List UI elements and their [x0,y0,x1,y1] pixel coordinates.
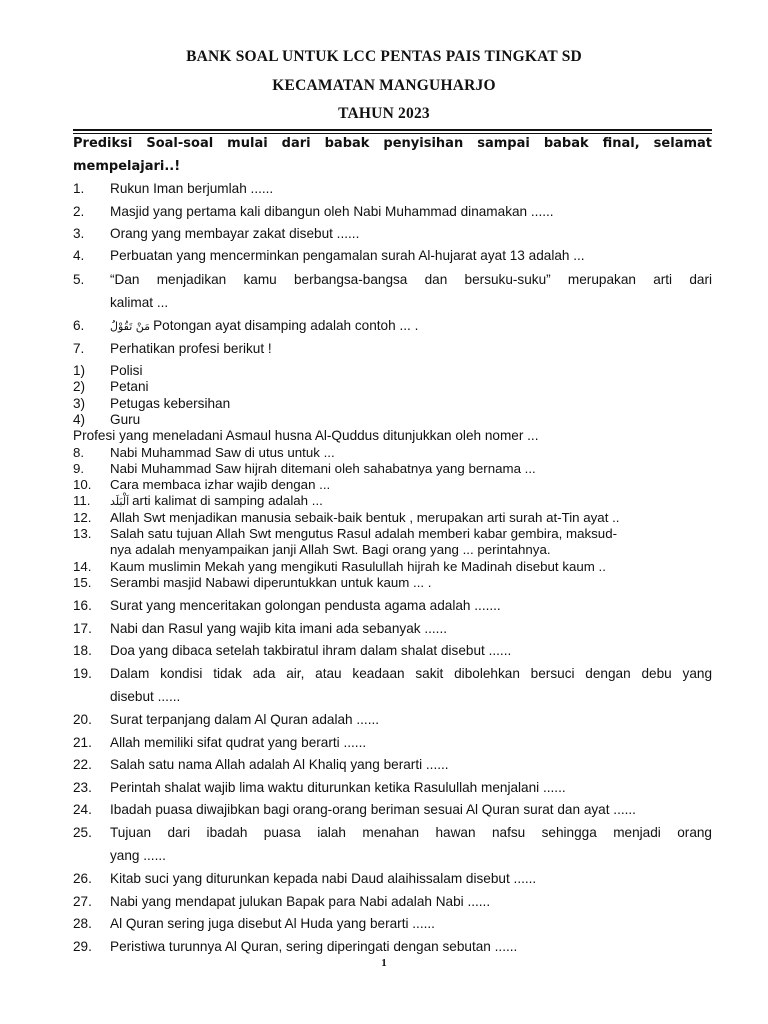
intro-line-1: Prediksi Soal-soal mulai dari babak penyisihan sampai babak final, selamat [73,136,712,151]
doc-subtitle-district: KECAMATAN MANGUHARJO [272,77,496,94]
question-text: Surat yang menceritakan golongan pendusta agama adalah ....... [110,598,501,613]
question-text: Salah satu tujuan Allah Swt mengutus Rasul adalah memberi kabar gembira, maksud- [110,526,618,541]
question-number: 28. [73,916,92,931]
question-text: Allah memiliki sifat qudrat yang berarti ...... [110,735,367,750]
question-number: 16. [73,598,92,613]
question-text-continued: yang ...... [110,848,166,863]
question-text: Peristiwa turunnya Al Quran, sering diperingati dengan sebutan ...... [110,939,518,954]
question-number: 21. [73,735,92,750]
question-number: 27. [73,894,92,909]
question-number: 29. [73,939,92,954]
profession-number: 2) [73,379,86,394]
profession-name: Petani [110,379,149,394]
question-text: Cara membaca izhar wajib dengan ... [110,477,331,492]
question-text-body: Potongan ayat disamping adalah contoh ... . [153,318,419,333]
question-text [110,493,323,508]
question-text: Allah Swt menjadikan manusia sebaik-baik bentuk , merupakan arti surah at-Tin ayat .. [110,510,620,525]
question-text: Kitab suci yang diturunkan kepada nabi Daud alaihissalam disebut ...... [110,871,537,886]
question-text: Orang yang membayar zakat disebut ...... [110,226,360,241]
question-number: 15. [73,575,92,590]
profession-number: 4) [73,412,86,427]
question-text: “Dan menjadikan kamu berbangsa-bangsa dan bersuku-suku” merupakan arti dari [110,272,712,287]
question-text: Perintah shalat wajib lima waktu diturunkan ketika Rasulullah menjalani ...... [110,780,566,795]
question-number: 12. [73,510,92,525]
question-text: Perbuatan yang mencerminkan pengamalan surah Al-hujarat ayat 13 adalah ... [110,248,585,263]
question-number: 24. [73,802,92,817]
question-number: 10. [73,477,92,492]
question-text: Serambi masjid Nabawi diperuntukkan untuk kaum ... . [110,575,432,590]
question-number: 13. [73,526,92,541]
question-text: Ibadah puasa diwajibkan bagi orang-orang beriman sesuai Al Quran surat dan ayat ...... [110,802,636,817]
question-text: Tujuan dari ibadah puasa ialah menahan hawan nafsu sehingga menjadi orang [110,825,712,840]
header-rule-thin [73,133,712,134]
question-text: Nabi Muhammad Saw hijrah ditemani oleh sahabatnya yang bernama ... [110,461,536,476]
question-number: 8. [73,445,85,460]
question-number: 4. [73,248,85,263]
intro-line-2: mempelajari..! [73,159,181,174]
header-rule-thick [73,129,712,131]
profession-number: 3) [73,396,86,411]
question-number: 17. [73,621,92,636]
question-text: Dalam kondisi tidak ada air, atau keadaan sakit dibolehkan bersuci dengan debu yang [110,666,712,681]
question-number: 26. [73,871,92,886]
question-number: 23. [73,780,92,795]
question-number: 22. [73,757,92,772]
page-number: 1 [381,957,387,969]
question-text: Nabi dan Rasul yang wajib kita imani ada sebanyak ...... [110,621,448,636]
question-text: Masjid yang pertama kali dibangun oleh Nabi Muhammad dinamakan ...... [110,204,554,219]
question-number: 14. [73,559,92,574]
question-text-continued: nya adalah menyampaikan janji Allah Swt. Bagi orang yang ... perintahnya. [110,542,551,557]
question-number: 9. [73,461,85,476]
question-text: Rukun Iman berjumlah ...... [110,181,274,196]
question-text: Salah satu nama Allah adalah Al Khaliq yang berarti ...... [110,757,449,772]
question-text: Kaum muslimin Mekah yang mengikuti Rasulullah hijrah ke Madinah disebut kaum .. [110,559,606,574]
question-text [110,318,418,333]
question-text: Perhatikan profesi berikut ! [110,341,272,356]
question-number: 7. [73,341,85,356]
profession-question: Profesi yang meneladani Asmaul husna Al-Quddus ditunjukkan oleh nomer ... [73,428,539,443]
question-text-continued: kalimat ... [110,295,169,310]
doc-title: BANK SOAL UNTUK LCC PENTAS PAIS TINGKAT SD [186,48,582,65]
question-text: Doa yang dibaca setelah takbiratul ihram dalam shalat disebut ...... [110,643,512,658]
question-text: Al Quran sering juga disebut Al Huda yang berarti ...... [110,916,435,931]
question-number: 18. [73,643,92,658]
question-text: Surat terpanjang dalam Al Quran adalah ...... [110,712,380,727]
question-number: 6. [73,318,85,333]
question-text: Nabi yang mendapat julukan Bapak para Nabi adalah Nabi ...... [110,894,491,909]
question-text-continued: disebut ...... [110,689,181,704]
profession-name: Petugas kebersihan [110,396,231,411]
question-number: 25. [73,825,92,840]
question-number: 3. [73,226,85,241]
profession-name: Guru [110,412,141,427]
question-number: 20. [73,712,92,727]
question-number: 5. [73,272,85,287]
question-number: 1. [73,181,85,196]
question-number: 11. [73,493,91,508]
question-number: 2. [73,204,85,219]
question-text: Nabi Muhammad Saw di utus untuk ... [110,445,335,460]
arabic-phrase: مَنْ تَقُوْلُ [110,320,151,333]
profession-name: Polisi [110,363,143,378]
arabic-phrase: اَلْبَلَد [110,495,130,508]
doc-subtitle-year: TAHUN 2023 [338,105,430,122]
profession-number: 1) [73,363,86,378]
question-text-body: arti kalimat di samping adalah ... [132,493,323,508]
question-number: 19. [73,666,92,681]
